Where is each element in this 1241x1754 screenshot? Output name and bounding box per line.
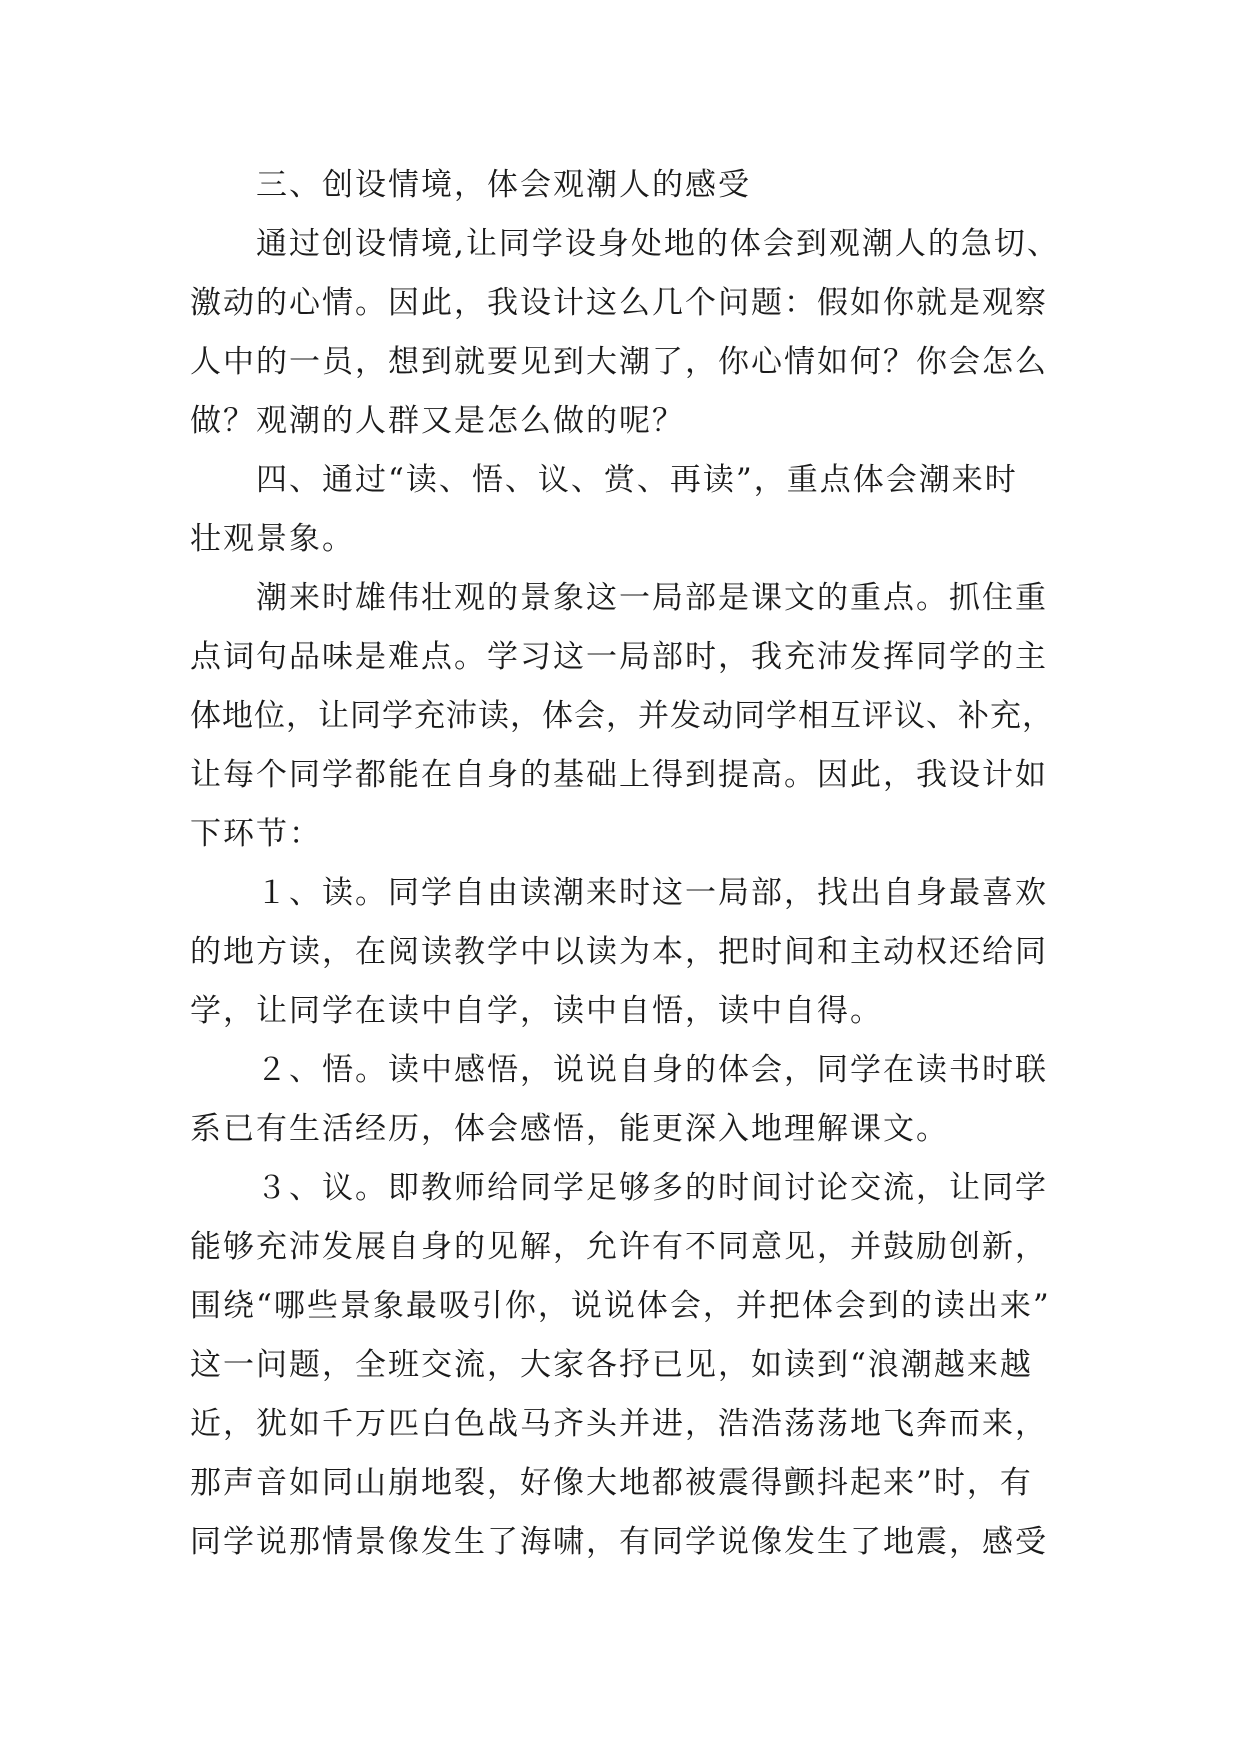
list-item-understand: ２、悟。读中感悟，说说自身的体会，同学在读书时联 [256, 1052, 1048, 1088]
section-heading-4: 四、通过“读、悟、议、赏、再读”，重点体会潮来时 [256, 462, 1018, 498]
paragraph-line: 下环节： [190, 816, 322, 852]
paragraph-line: 系已有生活经历，体会感悟，能更深入地理解课文。 [190, 1111, 949, 1147]
paragraph-line: 点词句品味是难点。学习这一局部时，我充沛发挥同学的主 [190, 639, 1048, 675]
paragraph-line: 体地位，让同学充沛读，体会，并发动同学相互评议、补充， [190, 698, 1054, 734]
list-item-read: １、读。同学自由读潮来时这一局部，找出自身最喜欢 [256, 875, 1048, 911]
paragraph-line: 学，让同学在读中自学，读中自悟，读中自得。 [190, 993, 883, 1029]
paragraph-line: 潮来时雄伟壮观的景象这一局部是课文的重点。抓住重 [256, 580, 1048, 616]
paragraph-line: 这一问题，全班交流，大家各抒已见，如读到“浪潮越来越 [190, 1347, 1033, 1383]
paragraph-line: 那声音如同山崩地裂，好像大地都被震得颤抖起来”时，有 [190, 1465, 1033, 1501]
paragraph-line: 的地方读，在阅读教学中以读为本，把时间和主动权还给同 [190, 934, 1048, 970]
paragraph-line: 近，犹如千万匹白色战马齐头并进，浩浩荡荡地飞奔而来， [190, 1406, 1048, 1442]
paragraph-line: 通过创设情境,让同学设身处地的体会到观潮人的急切、 [256, 226, 1060, 262]
paragraph-line: 围绕“哪些景象最吸引你，说说体会，并把体会到的读出来” [190, 1288, 1051, 1324]
paragraph-line: 能够充沛发展自身的见解，允许有不同意见，并鼓励创新， [190, 1229, 1048, 1265]
paragraph-line: 让每个同学都能在自身的基础上得到提高。因此，我设计如 [190, 757, 1048, 793]
paragraph-line: 人中的一员，想到就要见到大潮了，你心情如何？你会怎么 [190, 344, 1048, 380]
section-heading-3: 三、创设情境，体会观潮人的感受 [256, 167, 751, 203]
paragraph-line: 激动的心情。因此，我设计这么几个问题：假如你就是观察 [190, 285, 1048, 321]
list-item-discuss: ３、议。即教师给同学足够多的时间讨论交流，让同学 [256, 1170, 1048, 1206]
section-heading-4-cont: 壮观景象。 [190, 521, 355, 557]
paragraph-line: 同学说那情景像发生了海啸，有同学说像发生了地震，感受 [190, 1524, 1048, 1560]
paragraph-line: 做？观潮的人群又是怎么做的呢？ [190, 403, 685, 439]
